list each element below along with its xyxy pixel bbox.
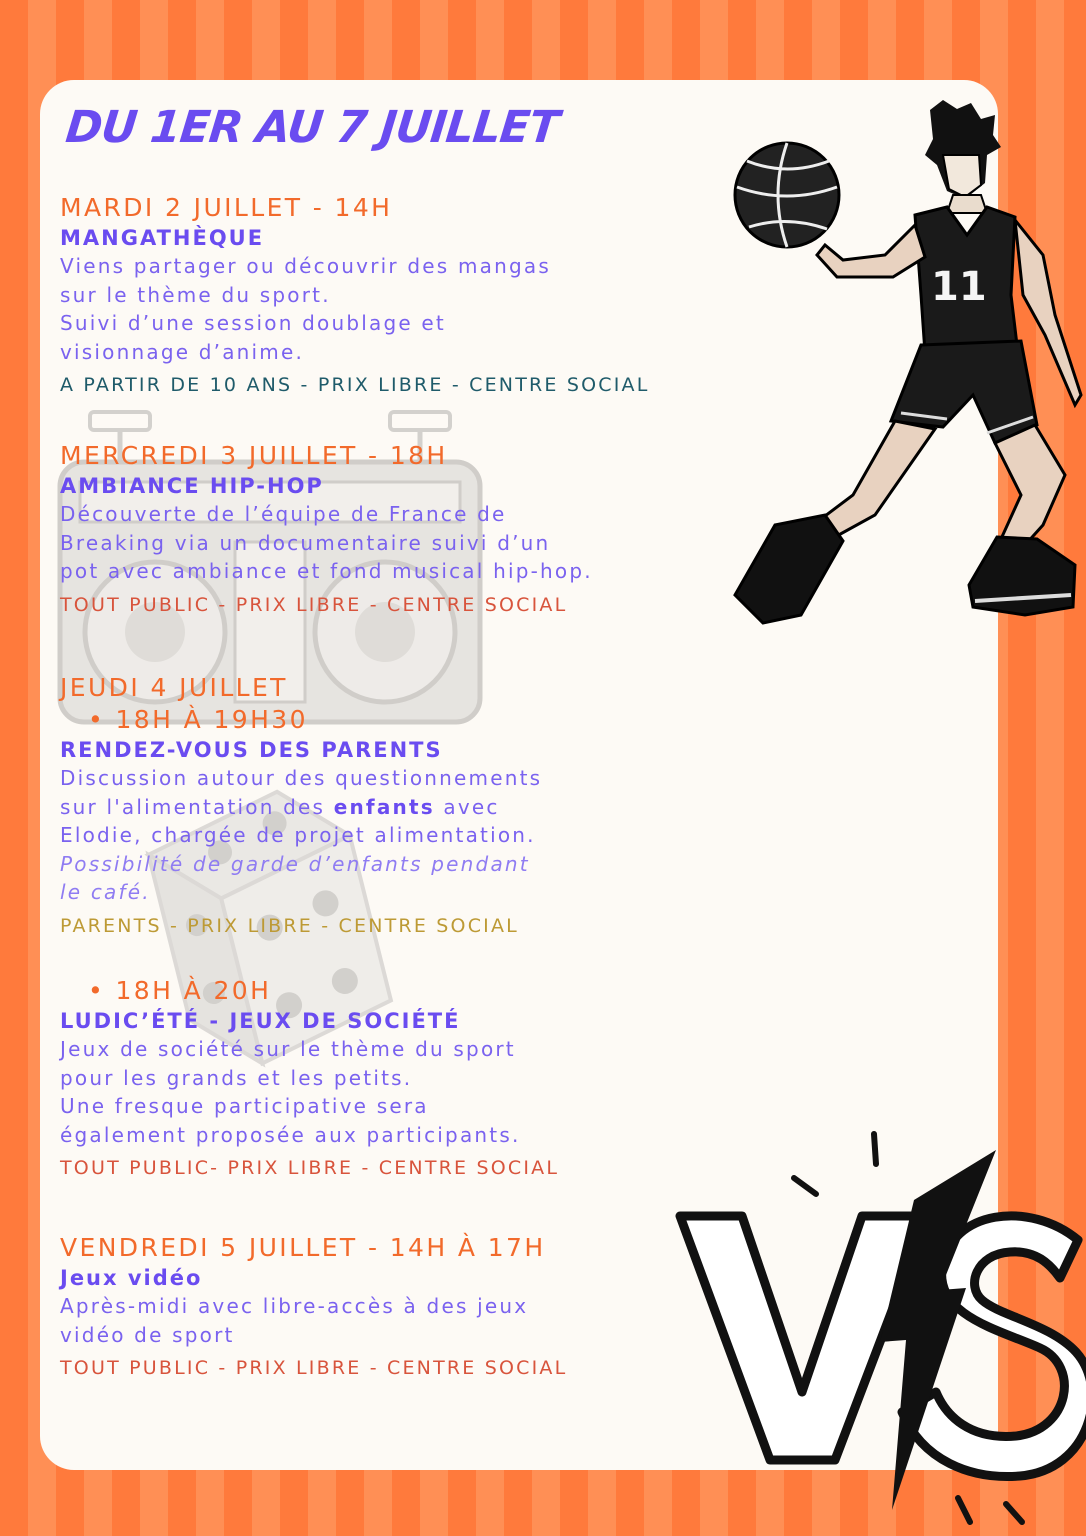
page-title: DU 1ER AU 7 JUILLET bbox=[63, 102, 561, 153]
event-time: • 18H À 19H30 bbox=[88, 705, 308, 734]
event-name: RENDEZ-VOUS DES PARENTS bbox=[60, 738, 443, 762]
event-name: Jeux vidéo bbox=[60, 1266, 203, 1290]
event-date: MARDI 2 JUILLET - 14H bbox=[60, 193, 393, 222]
event-jeudi-parents bbox=[60, 672, 780, 940]
event-name: AMBIANCE HIP-HOP bbox=[60, 474, 324, 498]
event-date: JEUDI 4 JUILLET bbox=[60, 673, 288, 702]
basketball-player-icon bbox=[725, 95, 1086, 630]
event-name: MANGATHÈQUE bbox=[60, 226, 265, 250]
event-date: MERCREDI 3 JUILLET - 18H bbox=[60, 441, 448, 470]
event-meta: TOUT PUBLIC - PRIX LIBRE - CENTRE SOCIAL bbox=[60, 593, 568, 616]
event-description: Jeux de société sur le thème du sport pour les grands et les petits. Une fresque participative sera également proposée aux participants. bbox=[60, 1037, 521, 1147]
event-description: Discussion autour des questionnements sur l'alimentation des enfants avec Elodie, chargée de projet alimentation. Possibilité de garde d’enfants pendant le café. bbox=[60, 766, 543, 904]
event-meta: TOUT PUBLIC - PRIX LIBRE - CENTRE SOCIAL bbox=[60, 1357, 568, 1379]
event-meta: PARENTS - PRIX LIBRE - CENTRE SOCIAL bbox=[60, 914, 519, 937]
event-meta: TOUT PUBLIC- PRIX LIBRE - CENTRE SOCIAL bbox=[60, 1157, 560, 1179]
event-mardi bbox=[60, 192, 780, 399]
event-description: Après-midi avec libre-accès à des jeux vidéo de sport bbox=[60, 1294, 529, 1347]
event-mercredi bbox=[60, 440, 780, 619]
event-name: LUDIC’ÉTÉ - JEUX DE SOCIÉTÉ bbox=[60, 1009, 461, 1033]
event-time: • 18H À 20H bbox=[88, 976, 272, 1005]
event-description: Viens partager ou découvrir des mangas sur le thème du sport. Suivi d’une session doublage et visionnage d’anime. bbox=[60, 254, 551, 364]
event-meta: A PARTIR DE 10 ANS - PRIX LIBRE - CENTRE SOCIAL bbox=[60, 374, 650, 396]
jersey-number: 11 bbox=[931, 264, 987, 310]
vs-lightning-icon bbox=[670, 1130, 1086, 1536]
event-date: VENDREDI 5 JUILLET - 14H À 17H bbox=[60, 1233, 546, 1262]
event-description: Découverte de l’équipe de France de Breaking via un documentaire suivi d’un pot avec ambiance et fond musical hip-hop. bbox=[60, 502, 593, 583]
